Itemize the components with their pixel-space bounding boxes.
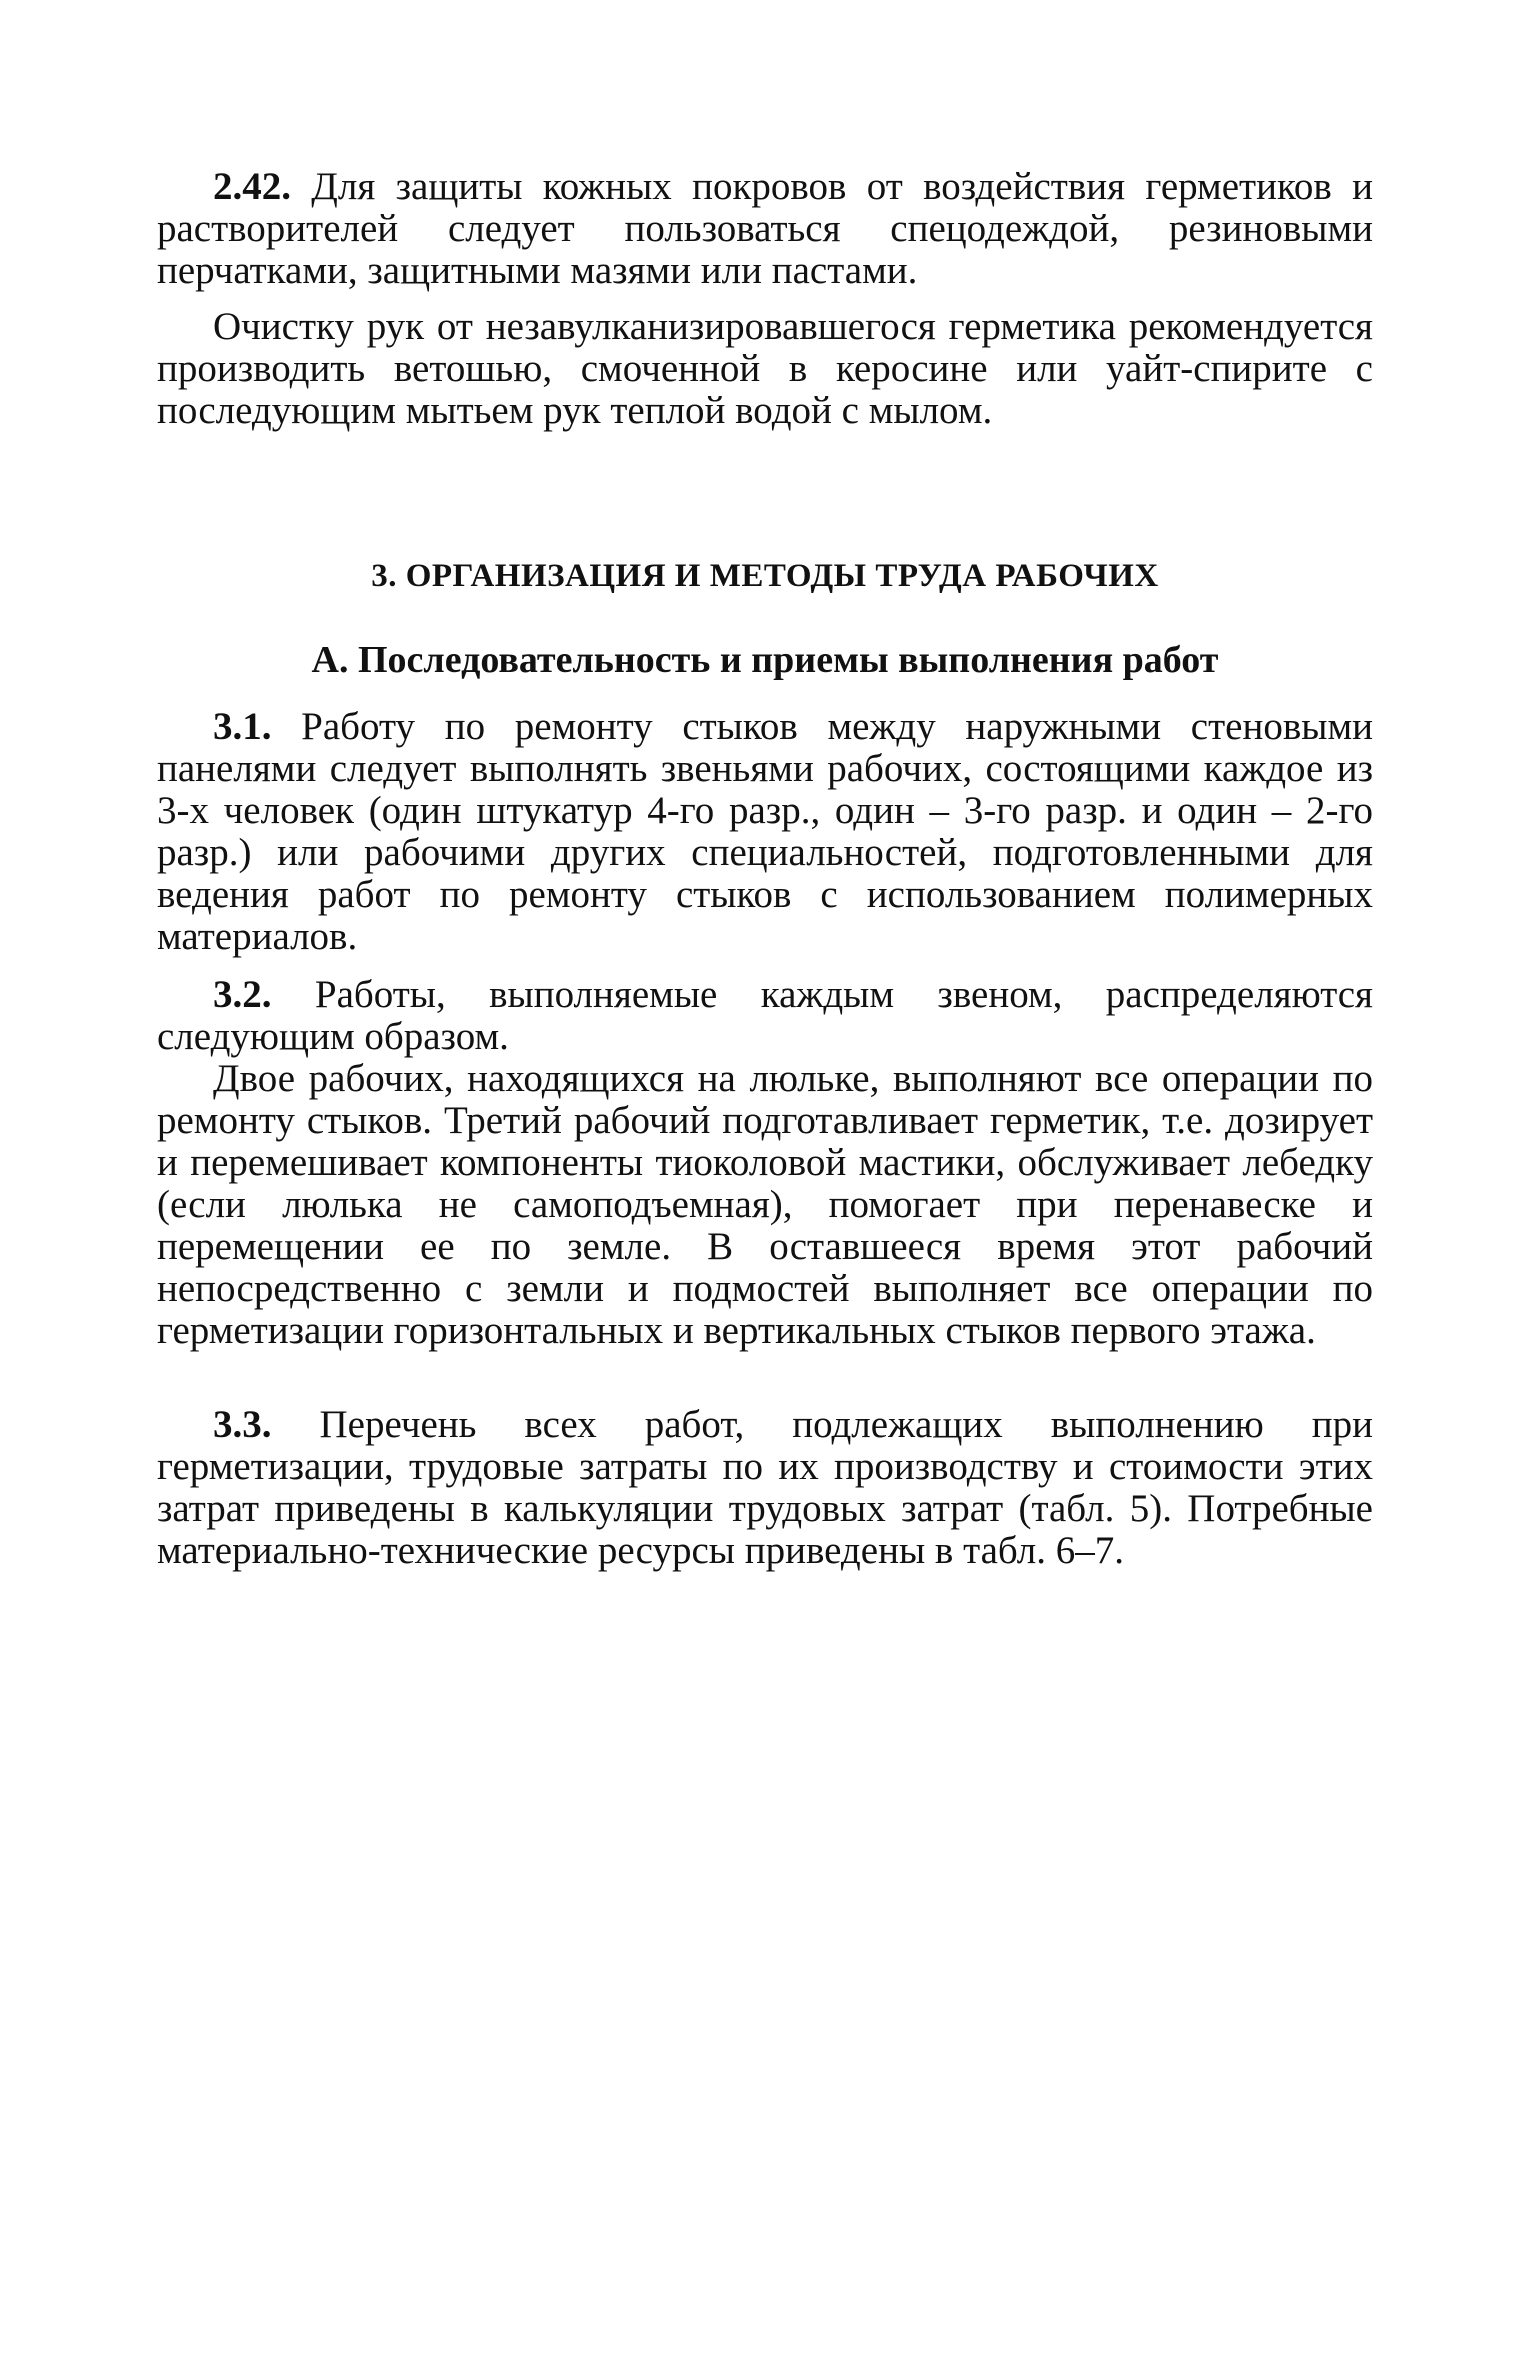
paragraph-3-1 bbox=[157, 706, 1373, 958]
paragraph-3-3 bbox=[157, 1404, 1373, 1572]
paragraph-text: Очистку рук от незавулканизировавшегося герметика рекомендуется производить ветошью, смоченной в керосине или уайт-спирите с последующим мытьем рук теплой водой с мылом. bbox=[157, 305, 1373, 432]
paragraph-two-workers bbox=[157, 1058, 1373, 1352]
paragraph-text: Перечень всех работ, подлежащих выполнению при герметизации, трудовые затраты по их производству и стоимости этих затрат приведены в калькуляции трудовых затрат (табл. 5). Потребные материально-технические ресурсы приведены в табл. 6–7. bbox=[157, 1403, 1373, 1572]
section-heading: 3. ОРГАНИЗАЦИЯ И МЕТОДЫ ТРУДА РАБОЧИХ bbox=[371, 558, 1159, 594]
paragraph-text: Работу по ремонту стыков между наружными стеновыми панелями следует выполнять звеньями рабочих, состоящими каждое из 3-х человек (один штукатур 4-го разр., один – 3-го разр. и один – 2-го разр.) или рабочими других специальностей, подготовленными для ведения работ по ремонту стыков с использованием полимерных материалов. bbox=[157, 705, 1373, 958]
paragraph-text: Работы, выполняемые каждым звеном, распределяются следующим образом. bbox=[157, 973, 1373, 1058]
paragraph-number: 3.3. bbox=[213, 1403, 272, 1446]
paragraph-number: 3.1. bbox=[213, 705, 272, 748]
paragraph-number: 2.42. bbox=[213, 165, 291, 208]
subsection-heading: А. Последовательность и приемы выполнения работ bbox=[311, 639, 1219, 681]
paragraph-text: Для защиты кожных покровов от воздействия герметиков и растворителей следует пользоваться спецодеждой, резиновыми перчатками, защитными мазями или пастами. bbox=[157, 165, 1373, 292]
paragraph-hand-cleaning bbox=[157, 306, 1373, 432]
paragraph-3-2 bbox=[157, 974, 1373, 1058]
paragraph-number: 3.2. bbox=[213, 973, 272, 1016]
paragraph-text: Двое рабочих, находящихся на люльке, выполняют все операции по ремонту стыков. Третий рабочий подготавливает герметик, т.е. дозирует и перемешивает компоненты тиоколовой мастики, обслуживает лебедку (если люлька не самоподъемная), помогает при перенавеске и перемещении ее по земле. В оставшееся время этот рабочий непосредственно с земли и подмостей выполняет все операции по герметизации горизонтальных и вертикальных стыков первого этажа. bbox=[157, 1057, 1373, 1352]
paragraph-2-42 bbox=[157, 166, 1373, 292]
